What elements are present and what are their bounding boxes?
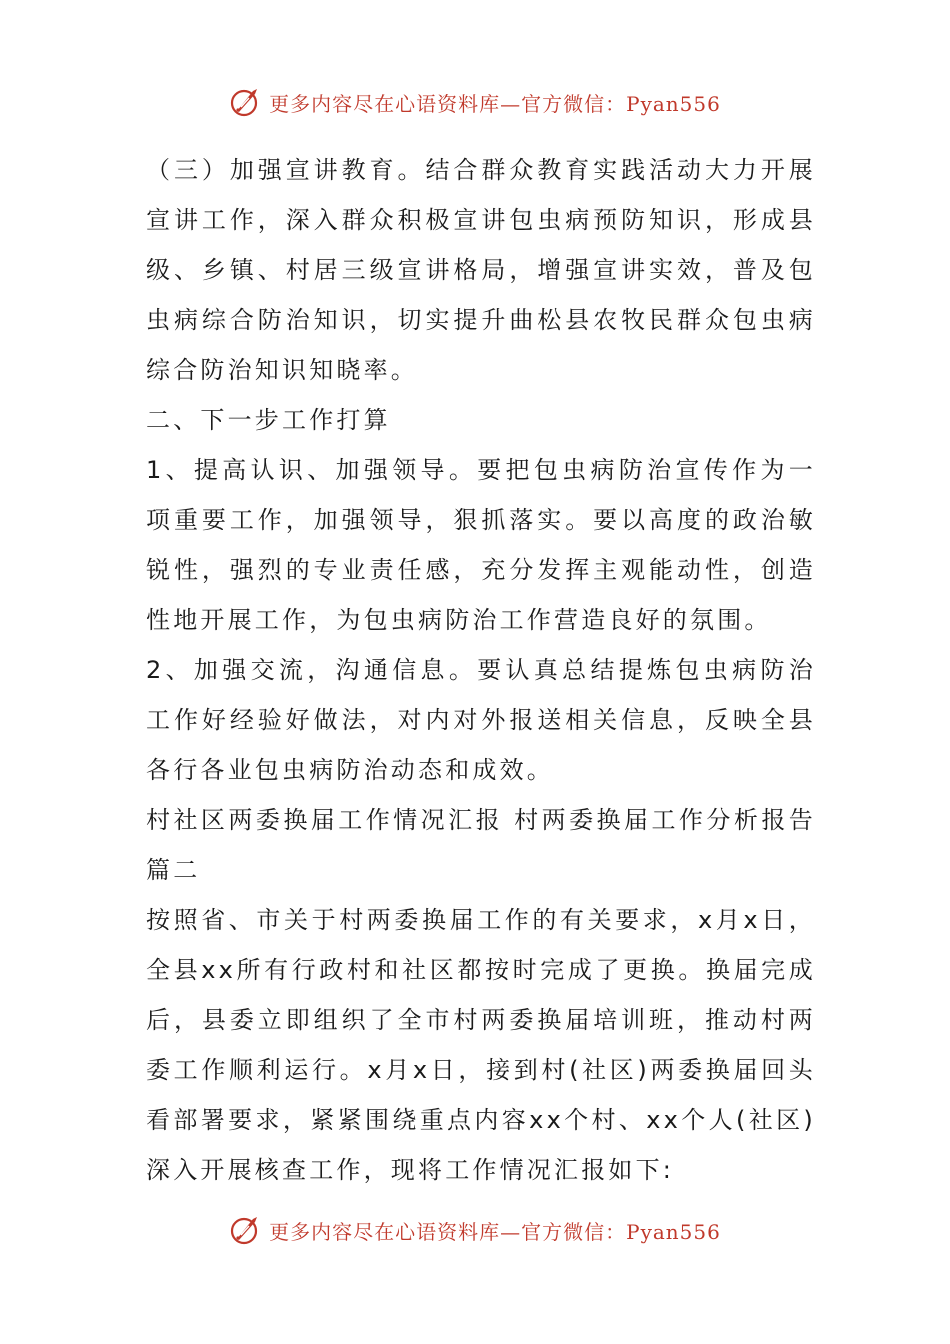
footer-watermark-text	[269, 1216, 721, 1245]
footer-brand-text: 更多内容尽在心语资料库	[269, 1219, 501, 1244]
header-watermark-banner	[0, 82, 950, 122]
header-watermark-text	[269, 88, 721, 117]
document-body	[146, 145, 816, 1195]
article-title: 村社区两委换届工作情况汇报 村两委换届工作分析报告篇二	[146, 806, 816, 884]
paragraph-publicity-education: （三）加强宣讲教育。结合群众教育实践活动大力开展宣讲工作，深入群众积极宣讲包虫病预防知识，形成县级、乡镇、村居三级宣讲格局，增强宣讲实效，普及包虫病综合防治知识，切实提升曲松县农牧民群众包虫病综合防治知识知晓率。	[146, 156, 816, 384]
header-brand-text: 更多内容尽在心语资料库	[269, 91, 501, 116]
header-wechat-id: Pyan556	[626, 91, 721, 116]
quill-logo-icon	[229, 1213, 263, 1247]
paragraph-election-report: 按照省、市关于村两委换届工作的有关要求，x月x日，全县xx所有行政村和社区都按时完成了更换。换届完成后，县委立即组织了全市村两委换届培训班，推动村两委工作顺利运行。x月x日，接到村(社区)两委换届回头看部署要求，紧紧围绕重点内容xx个村、xx个人(社区)深入开展核查工作，现将工作情况汇报如下:	[146, 906, 816, 1184]
quill-logo-icon	[229, 85, 263, 119]
paragraph-strengthen-communication: 2、加强交流，沟通信息。要认真总结提炼包虫病防治工作好经验好做法，对内对外报送相关信息，反映全县各行各业包虫病防治动态和成效。	[146, 656, 816, 784]
header-dash: —	[500, 91, 522, 116]
footer-watermark-banner	[0, 1210, 950, 1250]
footer-wechat-label: 官方微信：	[521, 1219, 627, 1244]
header-wechat-label: 官方微信：	[521, 91, 627, 116]
footer-wechat-id: Pyan556	[626, 1219, 721, 1244]
footer-dash: —	[500, 1219, 522, 1244]
paragraph-strengthen-leadership: 1、提高认识、加强领导。要把包虫病防治宣传作为一项重要工作，加强领导，狠抓落实。要以高度的政治敏锐性，强烈的专业责任感，充分发挥主观能动性，创造性地开展工作，为包虫病防治工作营造良好的氛围。	[146, 456, 816, 634]
section-heading-next-steps: 二、下一步工作打算	[146, 406, 391, 434]
